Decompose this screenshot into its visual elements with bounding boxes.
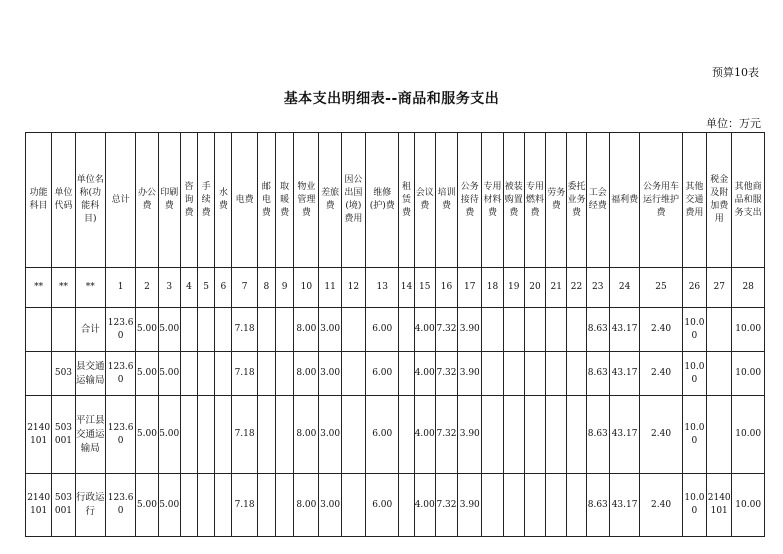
data-cell: 503 xyxy=(52,352,75,396)
data-cell xyxy=(257,352,275,396)
table-row xyxy=(26,474,765,537)
data-cell xyxy=(546,474,567,537)
header-cell: 办公费 xyxy=(136,133,158,268)
data-cell xyxy=(482,396,503,474)
header-cell: 手续费 xyxy=(198,133,215,268)
data-cell: 5.00 xyxy=(158,352,180,396)
header-row xyxy=(26,133,765,268)
data-cell xyxy=(524,396,545,474)
header-cell: 总计 xyxy=(105,133,135,268)
column-number-cell: 8 xyxy=(257,268,275,308)
data-cell xyxy=(482,308,503,352)
header-cell: 税金及附加费用 xyxy=(707,133,732,268)
data-cell xyxy=(341,308,365,352)
data-cell xyxy=(399,396,414,474)
column-number-cell: 12 xyxy=(341,268,365,308)
data-cell xyxy=(707,352,732,396)
unit-label: 单位：万元 xyxy=(706,117,761,130)
data-cell: 3.90 xyxy=(458,396,482,474)
data-cell: 8.00 xyxy=(294,352,319,396)
column-number-cell: 11 xyxy=(319,268,341,308)
data-cell xyxy=(215,352,232,396)
data-cell xyxy=(275,352,293,396)
data-cell: 7.18 xyxy=(232,474,257,537)
data-cell xyxy=(503,474,524,537)
data-cell: 4.00 xyxy=(414,474,435,537)
header-cell: 培训费 xyxy=(435,133,457,268)
data-cell: 123.60 xyxy=(105,474,135,537)
column-number-cell: 1 xyxy=(105,268,135,308)
data-cell: 10.00 xyxy=(732,308,765,352)
column-number-cell: 4 xyxy=(180,268,197,308)
header-cell: 取暖费 xyxy=(275,133,293,268)
data-cell: 7.32 xyxy=(435,474,457,537)
header-cell: 公务接待费 xyxy=(458,133,482,268)
data-cell: 4.00 xyxy=(414,352,435,396)
data-cell: 43.17 xyxy=(609,308,639,352)
data-cell: 8.00 xyxy=(294,308,319,352)
column-number-cell: 21 xyxy=(546,268,567,308)
header-cell: 咨询费 xyxy=(180,133,197,268)
data-cell xyxy=(275,474,293,537)
header-cell: 其他交通费用 xyxy=(682,133,706,268)
column-number-cell: 25 xyxy=(640,268,683,308)
data-cell: 7.32 xyxy=(435,396,457,474)
column-number-cell: 26 xyxy=(682,268,706,308)
data-cell xyxy=(546,396,567,474)
data-cell xyxy=(567,396,586,474)
header-cell: 委托业务费 xyxy=(567,133,586,268)
data-cell: 2140101 xyxy=(26,396,52,474)
header-cell: 电费 xyxy=(232,133,257,268)
header-cell: 维修(护)费 xyxy=(366,133,399,268)
header-cell: 会议费 xyxy=(414,133,435,268)
data-cell xyxy=(503,352,524,396)
data-cell: 6.00 xyxy=(366,308,399,352)
data-cell xyxy=(399,352,414,396)
header-cell: 单位代码 xyxy=(52,133,75,268)
data-cell: 2140101 xyxy=(707,474,732,537)
column-number-cell: 20 xyxy=(524,268,545,308)
data-cell: 10.00 xyxy=(682,396,706,474)
data-cell xyxy=(257,396,275,474)
column-number-cell: 16 xyxy=(435,268,457,308)
header-cell: 公务用车运行维护费 xyxy=(640,133,683,268)
column-number-cell: 5 xyxy=(198,268,215,308)
data-cell: 2.40 xyxy=(640,474,683,537)
column-number-cell: ** xyxy=(26,268,52,308)
data-cell: 4.00 xyxy=(414,396,435,474)
data-cell xyxy=(707,308,732,352)
data-cell: 4.00 xyxy=(414,308,435,352)
data-cell: 8.63 xyxy=(586,308,609,352)
data-cell: 503001 xyxy=(52,474,75,537)
data-cell xyxy=(399,474,414,537)
data-cell xyxy=(275,308,293,352)
data-cell: 行政运行 xyxy=(75,474,105,537)
data-cell: 2.40 xyxy=(640,396,683,474)
header-cell: 福利费 xyxy=(609,133,639,268)
data-cell xyxy=(198,308,215,352)
expense-table xyxy=(25,132,765,537)
table-row xyxy=(26,308,765,352)
data-cell xyxy=(257,308,275,352)
data-cell: 2140101 xyxy=(26,474,52,537)
data-cell: 7.18 xyxy=(232,308,257,352)
header-cell: 租赁费 xyxy=(399,133,414,268)
form-number: 预算10表 xyxy=(712,66,759,79)
data-cell: 6.00 xyxy=(366,474,399,537)
data-cell xyxy=(567,352,586,396)
table-row xyxy=(26,352,765,396)
data-cell: 43.17 xyxy=(609,352,639,396)
column-number-cell: 7 xyxy=(232,268,257,308)
data-cell: 3.90 xyxy=(458,474,482,537)
column-number-cell: 18 xyxy=(482,268,503,308)
data-cell xyxy=(180,352,197,396)
data-cell: 3.00 xyxy=(319,474,341,537)
column-number-cell: 22 xyxy=(567,268,586,308)
data-cell xyxy=(52,308,75,352)
column-number-cell: 2 xyxy=(136,268,158,308)
data-cell: 123.60 xyxy=(105,396,135,474)
data-cell: 8.00 xyxy=(294,474,319,537)
data-cell xyxy=(180,474,197,537)
column-number-cell: 28 xyxy=(732,268,765,308)
column-number-cell: 24 xyxy=(609,268,639,308)
header-cell: 水费 xyxy=(215,133,232,268)
data-cell xyxy=(399,308,414,352)
data-cell xyxy=(180,308,197,352)
data-cell xyxy=(567,308,586,352)
data-cell: 123.60 xyxy=(105,308,135,352)
data-cell: 5.00 xyxy=(158,474,180,537)
data-cell: 县交通运输局 xyxy=(75,352,105,396)
column-number-cell: 3 xyxy=(158,268,180,308)
header-cell: 劳务费 xyxy=(546,133,567,268)
data-cell xyxy=(341,396,365,474)
data-cell xyxy=(524,352,545,396)
data-cell xyxy=(180,396,197,474)
column-number-cell: 17 xyxy=(458,268,482,308)
column-number-row xyxy=(26,268,765,308)
data-cell xyxy=(215,396,232,474)
column-number-cell: 9 xyxy=(275,268,293,308)
data-cell: 3.90 xyxy=(458,308,482,352)
header-cell: 单位名称(功能科目) xyxy=(75,133,105,268)
data-cell: 7.18 xyxy=(232,352,257,396)
data-cell: 3.00 xyxy=(319,352,341,396)
data-cell xyxy=(215,308,232,352)
data-cell: 合计 xyxy=(75,308,105,352)
data-cell: 10.00 xyxy=(732,396,765,474)
data-cell xyxy=(482,352,503,396)
data-cell xyxy=(567,474,586,537)
column-number-cell: 14 xyxy=(399,268,414,308)
data-cell xyxy=(707,396,732,474)
data-cell: 3.00 xyxy=(319,308,341,352)
data-cell: 平江县交通运输局 xyxy=(75,396,105,474)
data-cell xyxy=(26,308,52,352)
data-cell: 7.18 xyxy=(232,396,257,474)
data-cell: 10.00 xyxy=(732,474,765,537)
header-cell: 其他商品和服务支出 xyxy=(732,133,765,268)
column-number-cell: 13 xyxy=(366,268,399,308)
data-cell xyxy=(341,474,365,537)
data-cell xyxy=(546,352,567,396)
data-cell: 10.00 xyxy=(682,474,706,537)
data-cell xyxy=(257,474,275,537)
data-cell: 7.32 xyxy=(435,352,457,396)
data-cell xyxy=(524,308,545,352)
data-cell xyxy=(341,352,365,396)
data-cell: 8.63 xyxy=(586,474,609,537)
data-cell: 5.00 xyxy=(158,396,180,474)
header-cell: 专用燃料费 xyxy=(524,133,545,268)
data-cell: 2.40 xyxy=(640,308,683,352)
data-cell: 123.60 xyxy=(105,352,135,396)
data-cell: 10.00 xyxy=(732,352,765,396)
header-cell: 被装购置费 xyxy=(503,133,524,268)
header-cell: 专用材料费 xyxy=(482,133,503,268)
column-number-cell: 27 xyxy=(707,268,732,308)
data-cell: 10.00 xyxy=(682,308,706,352)
column-number-cell: ** xyxy=(75,268,105,308)
data-cell: 5.00 xyxy=(136,474,158,537)
data-cell: 3.00 xyxy=(319,396,341,474)
column-number-cell: 23 xyxy=(586,268,609,308)
data-cell: 43.17 xyxy=(609,396,639,474)
table-row xyxy=(26,396,765,474)
header-cell: 邮电费 xyxy=(257,133,275,268)
data-cell xyxy=(215,474,232,537)
header-cell: 印刷费 xyxy=(158,133,180,268)
data-cell xyxy=(275,396,293,474)
data-cell xyxy=(26,352,52,396)
column-number-cell: 10 xyxy=(294,268,319,308)
data-cell xyxy=(198,352,215,396)
column-number-cell: 6 xyxy=(215,268,232,308)
column-number-cell: ** xyxy=(52,268,75,308)
data-cell: 8.00 xyxy=(294,396,319,474)
data-cell: 5.00 xyxy=(136,308,158,352)
page-title: 基本支出明细表--商品和服务支出 xyxy=(283,91,500,107)
data-cell: 2.40 xyxy=(640,352,683,396)
column-number-cell: 19 xyxy=(503,268,524,308)
data-cell: 6.00 xyxy=(366,396,399,474)
data-cell: 8.63 xyxy=(586,396,609,474)
data-cell xyxy=(198,396,215,474)
data-cell: 5.00 xyxy=(158,308,180,352)
data-cell: 8.63 xyxy=(586,352,609,396)
data-cell: 7.32 xyxy=(435,308,457,352)
data-cell xyxy=(482,474,503,537)
data-cell xyxy=(524,474,545,537)
data-cell: 10.00 xyxy=(682,352,706,396)
data-cell: 6.00 xyxy=(366,352,399,396)
data-cell: 43.17 xyxy=(609,474,639,537)
header-cell: 因公出国(境)费用 xyxy=(341,133,365,268)
data-cell xyxy=(503,308,524,352)
column-number-cell: 15 xyxy=(414,268,435,308)
data-cell xyxy=(546,308,567,352)
header-cell: 差旅费 xyxy=(319,133,341,268)
data-cell xyxy=(503,396,524,474)
data-cell: 503001 xyxy=(52,396,75,474)
data-cell: 5.00 xyxy=(136,352,158,396)
header-cell: 功能科目 xyxy=(26,133,52,268)
header-cell: 物业管理费 xyxy=(294,133,319,268)
data-cell: 5.00 xyxy=(136,396,158,474)
data-cell: 3.90 xyxy=(458,352,482,396)
header-cell: 工会经费 xyxy=(586,133,609,268)
data-cell xyxy=(198,474,215,537)
